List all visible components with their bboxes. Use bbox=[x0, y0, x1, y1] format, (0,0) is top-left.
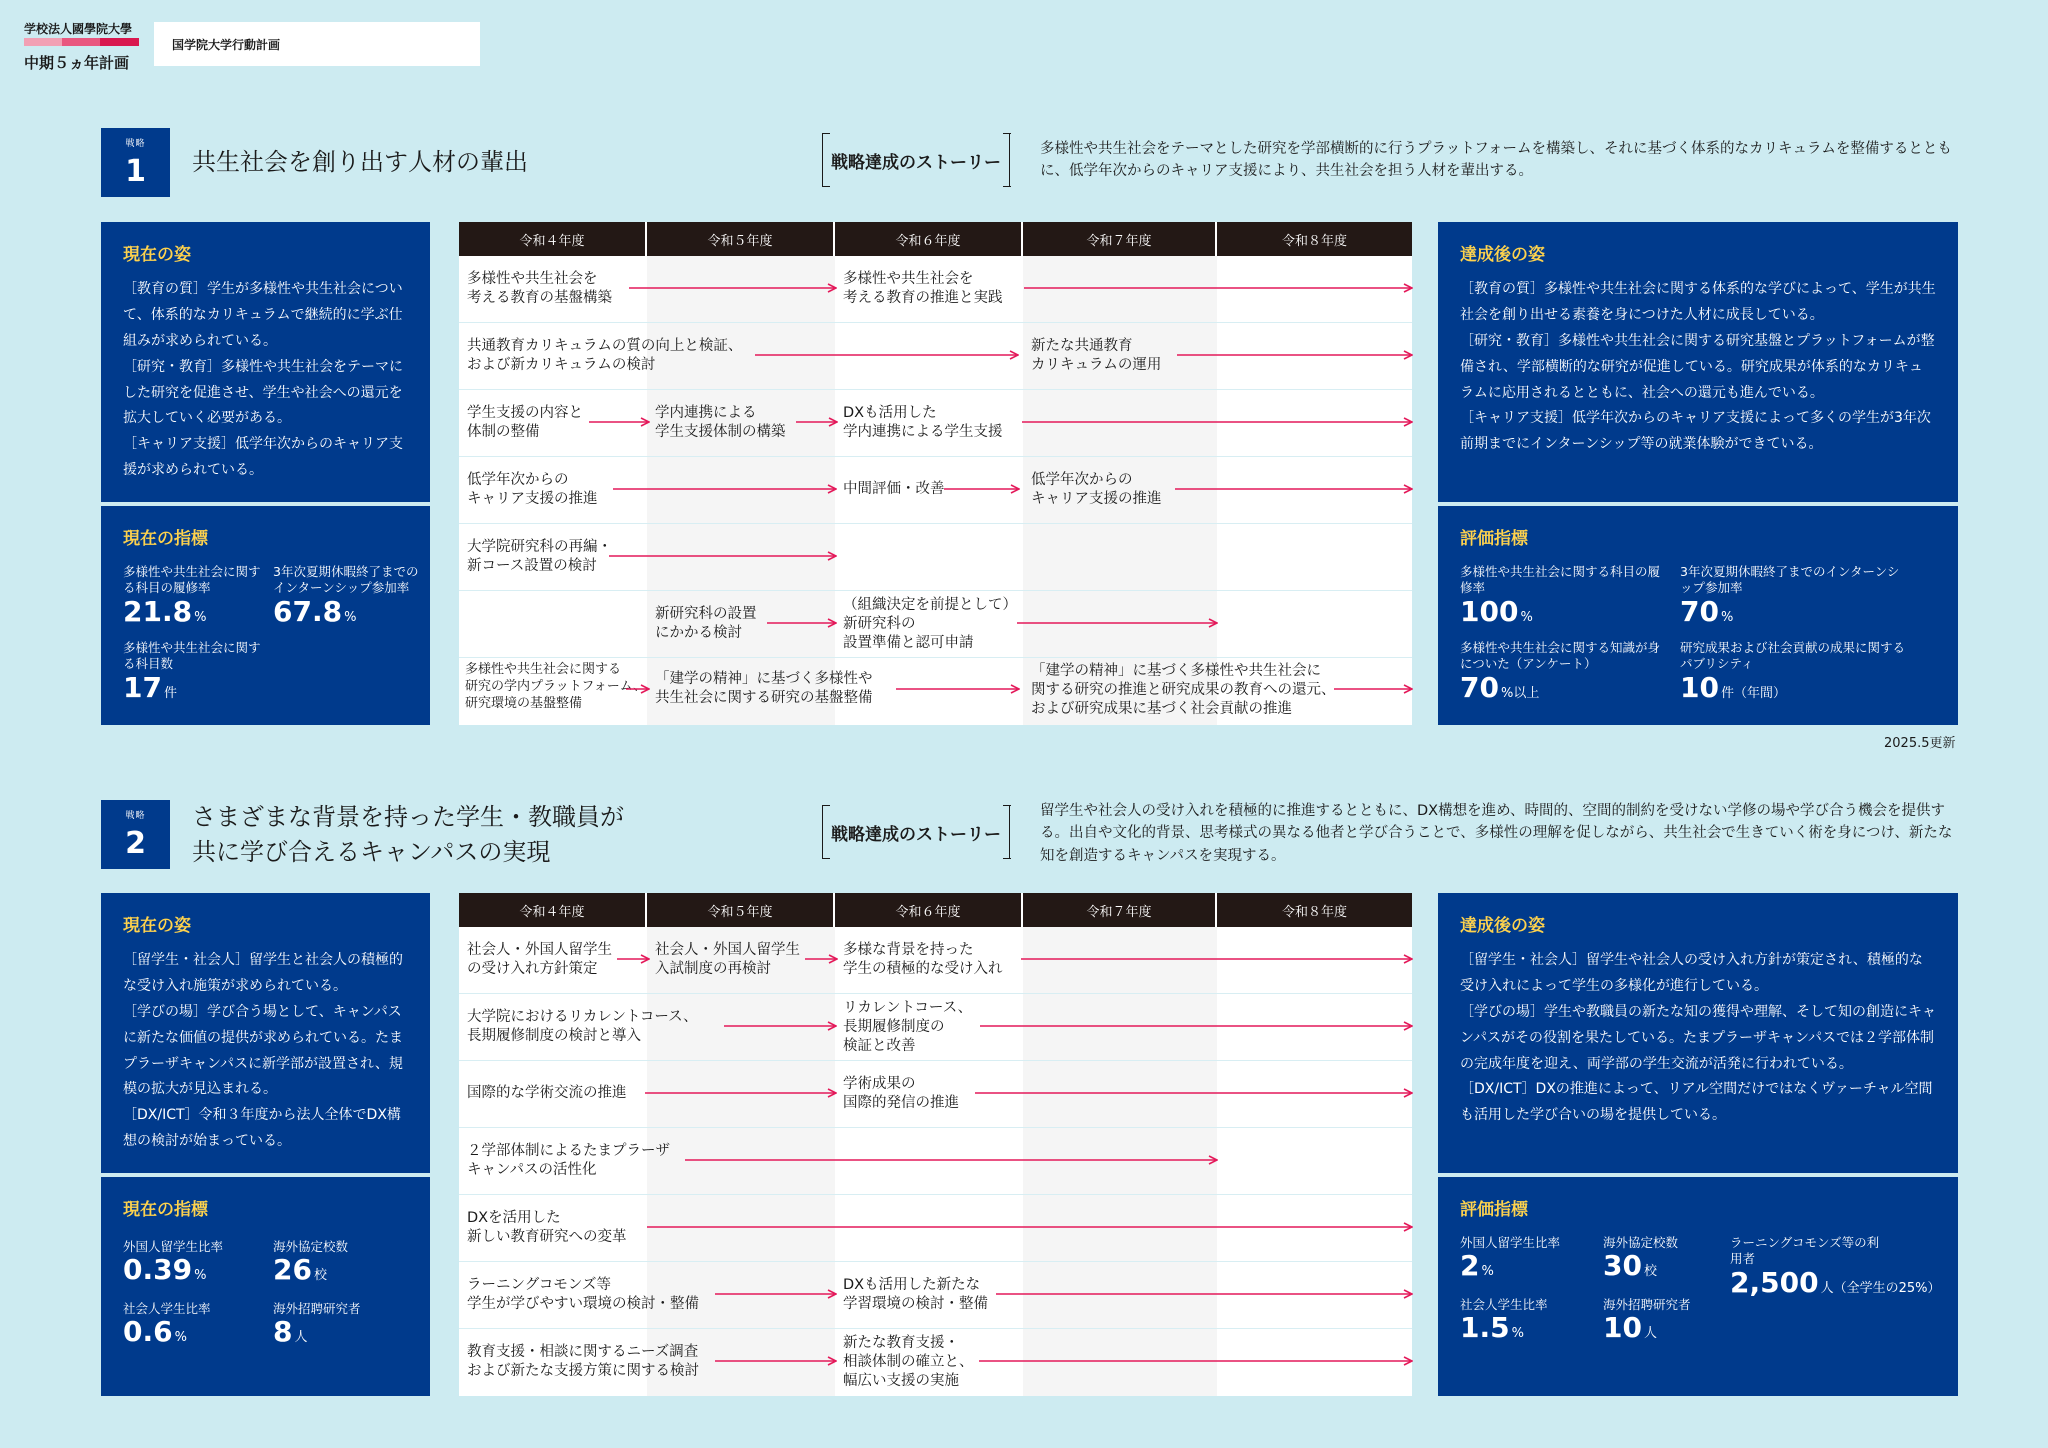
kpi: 3年次夏期休暇終了までのインターンシップ参加率 70 % bbox=[1680, 564, 1900, 628]
roadmap-arrows bbox=[459, 927, 1412, 1396]
roadmap-item: 多様性や共生社会に関する 研究の学内プラットフォーム、 研究環境の基盤整備 bbox=[465, 662, 647, 711]
current-text: ［教育の質］学生が多様性や共生社会について、体系的なカリキュラムで継続的に学ぶ仕組みが求められている。 ［研究・教育］多様性や共生社会をテーマにした研究を促進させ、学生や社会への還元を拡大していく必要がある。 ［キャリア支援］低学年次からのキャリア支援が求められている。 bbox=[123, 281, 403, 479]
roadmap-item: 学術成果の 国際的発信の推進 bbox=[843, 1076, 959, 1111]
roadmap-body bbox=[459, 927, 1412, 1396]
strategy1-eval-panel: 評価指標 多様性や共生社会に関する科目の履修率 100 % 3年次夏期休暇終了までのインターンシップ参加率 70 % 多様性や共生社会に関する知識が身についた（アンケート） 70 %以上 研究成果および社会貢献の成果に関するパブリシティ 10 件（年間） bbox=[1438, 506, 1958, 725]
roadmap-item: 新研究科の設置 にかかる検討 bbox=[655, 606, 757, 641]
year-header: 令和４年度 令和５年度 令和６年度 令和７年度 令和８年度 bbox=[459, 893, 1412, 927]
strategy1-title: 共生社会を創り出す人材の輩出 bbox=[192, 148, 528, 176]
roadmap-item: 多様性や共生社会を 考える教育の推進と実践 bbox=[843, 271, 1003, 306]
kpi: 多様性や共生社会に関する科目の履修率 100 % bbox=[1460, 564, 1661, 628]
logo-bar bbox=[24, 38, 139, 46]
plan-name: 中期５ヵ年計画 bbox=[24, 54, 130, 72]
roadmap-item: 新たな共通教育 カリキュラムの運用 bbox=[1031, 338, 1162, 373]
roadmap-item: 学生支援の内容と 体制の整備 bbox=[467, 405, 583, 440]
roadmap-item: （組織決定を前提として） 新研究科の 設置準備と認可申請 bbox=[843, 597, 1017, 651]
strategy2-badge: 戦略 2 bbox=[101, 800, 170, 869]
strategy1-story-label: 戦略達成のストーリー bbox=[822, 134, 1010, 186]
strategy2-title: さまざまな背景を持った学生・教職員が 共に学び合えるキャンパスの実現 bbox=[192, 803, 624, 866]
roadmap-item: 大学院研究科の再編・ 新コース設置の検討 bbox=[467, 539, 612, 574]
kpi: 社会人学生比率 1.5 % bbox=[1460, 1297, 1548, 1345]
roadmap-body bbox=[459, 256, 1412, 725]
kpi: 海外招聘研究者 10 人 bbox=[1603, 1297, 1691, 1345]
strategy2-story: 留学生や社会人の受け入れを積極的に推進するとともに、DX構想を進め、時間的、空間的制約を受けない学修の場や学び合う機会を提供する。出自や文化的背景、思考様式の異なる他者と学び合うことで、多様性の理解を促しながら、共生社会で生きていく術を身につけ、新たな知を創造するキャンパスを実現する。 bbox=[1040, 803, 1953, 864]
strategy1-current-panel bbox=[101, 222, 430, 502]
roadmap-item: 「建学の精神」に基づく多様性や共生社会に 関する研究の推進と研究成果の教育への還元、 および研究成果に基づく社会貢献の推進 bbox=[1031, 663, 1336, 717]
strategy1-current-kpi-panel: 現在の指標 多様性や共生社会に関する科目の履修率 21.8 % 3年次夏期休暇終了までのインターンシップ参加率 67.8 % 多様性や共生社会に関する科目数 17 件 bbox=[101, 506, 430, 725]
roadmap-item: 共通教育カリキュラムの質の向上と検証、 および新カリキュラムの検討 bbox=[467, 338, 743, 373]
roadmap-item: 社会人・外国人留学生 入試制度の再検討 bbox=[655, 942, 800, 977]
updated-date: 2025.5更新 bbox=[1884, 736, 1956, 751]
kpi: 3年次夏期休暇終了までのインターンシップ参加率 67.8 % bbox=[273, 564, 419, 628]
kpi: 多様性や共生社会に関する科目の履修率 21.8 % bbox=[123, 564, 261, 628]
roadmap-item: 新たな教育支援・ 相談体制の確立と、 幅広い支援の実施 bbox=[843, 1335, 974, 1389]
strategy2-current-kpi-panel: 現在の指標 外国人留学生比率 0.39 % 海外協定校数 26 校 社会人学生比率 0.6 % 海外招聘研究者 8 人 bbox=[101, 1177, 430, 1396]
kpi: 研究成果および社会貢献の成果に関するパブリシティ 10 件（年間） bbox=[1680, 640, 1906, 704]
strategy2-current-panel: 現在の姿 ［留学生・社会人］留学生と社会人の積極的な受け入れ施策が求められている。 ［学びの場］学び合う場として、キャンパスに新たな価値の提供が求められている。たまプラーザキャンパスに新学部が設置され、規模の拡大が見込まれる。 ［DX/ICT］令和３年度から法人全体でDX構想の検討が始まっている。 bbox=[101, 893, 430, 1173]
kpi: 多様性や共生社会に関する科目数 17 件 bbox=[123, 640, 261, 704]
roadmap-item: 多様性や共生社会を 考える教育の基盤構築 bbox=[467, 271, 612, 306]
university-name: 学校法人國學院大學 bbox=[24, 22, 133, 36]
strategy2-roadmap bbox=[459, 893, 1412, 1396]
document-title: 国学院大学行動計画 bbox=[154, 22, 480, 66]
strategy2-eval-panel: 評価指標 外国人留学生比率 2 % 海外協定校数 30 校 ラーニングコモンズ等の利用者 2,500 人（全学生の25%） 社会人学生比率 1.5 % 海外招聘研究者 10 人 bbox=[1438, 1177, 1958, 1396]
roadmap-item: 学内連携による 学生支援体制の構築 bbox=[655, 405, 786, 440]
roadmap-item: DXも活用した 学内連携による学生支援 bbox=[843, 405, 1003, 440]
roadmap-item: 社会人・外国人留学生 の受け入れ方針策定 bbox=[467, 942, 612, 977]
kpi: 社会人学生比率 0.6 % bbox=[123, 1301, 211, 1349]
kpi: ラーニングコモンズ等の利用者 2,500 人（全学生の25%） bbox=[1730, 1235, 1941, 1299]
roadmap-item: 教育支援・相談に関するニーズ調査 および新たな支援方策に関する検討 bbox=[467, 1344, 699, 1379]
roadmap-item: 低学年次からの キャリア支援の推進 bbox=[467, 472, 598, 507]
roadmap-item: 低学年次からの キャリア支援の推進 bbox=[1031, 472, 1162, 507]
roadmap-item: 中間評価・改善 bbox=[843, 481, 945, 497]
roadmap-item: DXを活用した 新しい教育研究への変革 bbox=[467, 1210, 627, 1245]
roadmap-item: ラーニングコモンズ等 学生が学びやすい環境の検討・整備 bbox=[467, 1277, 699, 1312]
kpi: 外国人留学生比率 2 % bbox=[1460, 1235, 1561, 1283]
roadmap-arrows bbox=[459, 256, 1412, 725]
kpi: 海外協定校数 26 校 bbox=[273, 1239, 349, 1287]
strategy1-target-panel: 達成後の姿 ［教育の質］多様性や共生社会に関する体系的な学びによって、学生が共生社会を創り出せる素養を身につけた人材に成長している。 ［研究・教育］多様性や共生社会に関する研究基盤とプラットフォームが整備され、学部横断的な研究が促進している。研究成果が体系的なカリキュラムに応用されるとともに、社会への還元も進んでいる。 ［キャリア支援］低学年次からのキャリア支援によって多くの学生が3年次前期までにインターンシップ等の就業体験ができている。 bbox=[1438, 222, 1958, 502]
strategy1-badge: 戦略 1 bbox=[101, 128, 170, 197]
kpi: 多様性や共生社会に関する知識が身についた（アンケート） 70 %以上 bbox=[1460, 640, 1661, 704]
strategy2-target-panel: 達成後の姿 ［留学生・社会人］留学生や社会人の受け入れ方針が策定され、積極的な受け入れによって学生の多様化が進行している。 ［学びの場］学生や教職員の新たな知の獲得や理解、そして知の創造にキャンパスがその役割を果たしている。たまプラーザキャンパスでは２学部体制の完成年度を迎え、両学部の学生交流が活発に行われている。 ［DX/ICT］DXの推進によって、リアル空間だけではなくヴァーチャル空間も活用した学び合いの場を提供している。 bbox=[1438, 893, 1958, 1173]
roadmap-item: 多様な背景を持った 学生の積極的な受け入れ bbox=[843, 942, 1003, 977]
roadmap-item: 大学院におけるリカレントコース、 長期履修制度の検討と導入 bbox=[467, 1009, 698, 1044]
strategy1-roadmap bbox=[459, 222, 1412, 725]
current-title: 現在の姿 bbox=[123, 245, 191, 265]
roadmap-item: リカレントコース、 長期履修制度の 検証と改善 bbox=[843, 1000, 973, 1054]
roadmap-item: ２学部体制によるたまプラーザ キャンパスの活性化 bbox=[467, 1143, 670, 1178]
kpi: 海外招聘研究者 8 人 bbox=[273, 1301, 361, 1349]
kpi: 外国人留学生比率 0.39 % bbox=[123, 1239, 224, 1287]
roadmap-item: 国際的な学術交流の推進 bbox=[467, 1085, 627, 1101]
strategy2-story-label: 戦略達成のストーリー bbox=[822, 806, 1010, 858]
year-header: 令和４年度 令和５年度 令和６年度 令和７年度 令和８年度 bbox=[459, 222, 1412, 256]
roadmap-item: 「建学の精神」に基づく多様性や 共生社会に関する研究の基盤整備 bbox=[655, 671, 873, 706]
strategy1-story: 多様性や共生社会をテーマとした研究を学部横断的に行うプラットフォームを構築し、それに基づく体系的なカリキュラムを整備するとともに、低学年次からのキャリア支援により、共生社会を担う人材を輩出する。 bbox=[1040, 141, 1952, 180]
kpi: 海外協定校数 30 校 bbox=[1603, 1235, 1679, 1283]
roadmap-item: DXも活用した新たな 学習環境の検討・整備 bbox=[843, 1277, 988, 1312]
